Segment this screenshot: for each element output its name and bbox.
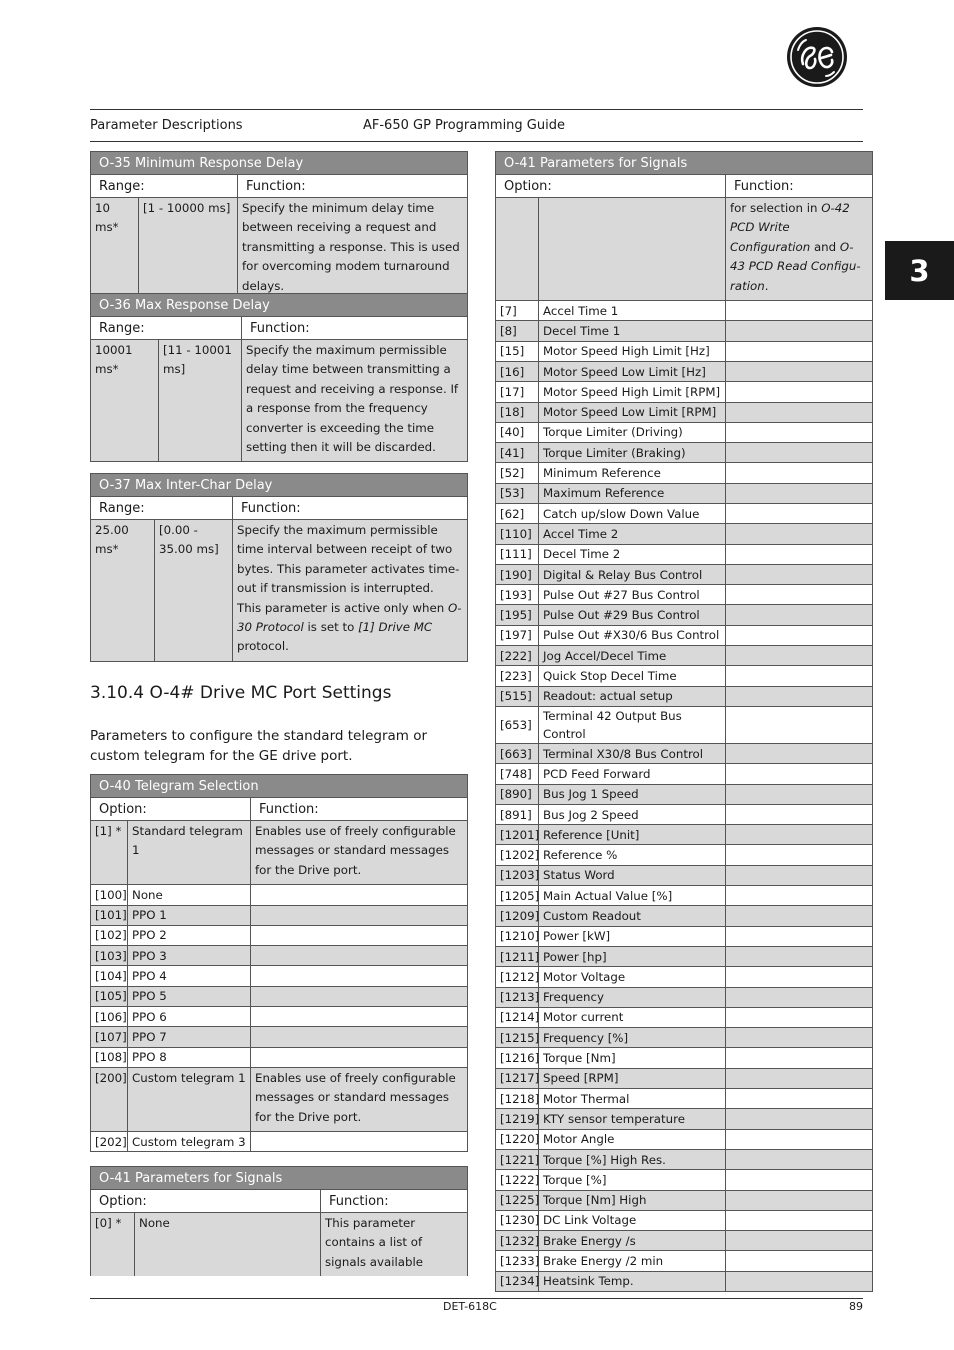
function-text xyxy=(726,1007,873,1027)
option-code: [1212] xyxy=(496,967,539,987)
function-label: Function: xyxy=(251,798,468,821)
function-text xyxy=(726,845,873,865)
table-row xyxy=(496,987,873,1007)
param-title: O-41 Parameters for Signals xyxy=(496,152,873,175)
option-code: [110] xyxy=(496,524,539,544)
option-code: [1201] xyxy=(496,825,539,845)
param-table-o36 xyxy=(90,293,468,462)
function-text xyxy=(726,706,873,743)
table-row xyxy=(496,402,873,422)
option-code: [653] xyxy=(496,706,539,743)
function-text xyxy=(251,986,468,1006)
function-text: Enables use of freely configurable messages or standard messages for the Drive port. xyxy=(251,821,468,885)
option-code: [222] xyxy=(496,646,539,666)
function-text xyxy=(726,402,873,422)
table-row xyxy=(91,905,468,925)
option-code: [1233] xyxy=(496,1251,539,1271)
table-row xyxy=(496,605,873,625)
function-text xyxy=(726,422,873,442)
function-text-continued: for selection in O-42 PCD Write Configuration and O-43 PCD Read Configu-ration. xyxy=(726,198,873,301)
table-row xyxy=(496,1089,873,1109)
function-text xyxy=(251,966,468,986)
option-name: Brake Energy /2 min xyxy=(539,1251,726,1271)
function-text xyxy=(726,804,873,824)
option-name: Torque [%] High Res. xyxy=(539,1149,726,1169)
function-text xyxy=(726,743,873,763)
table-row xyxy=(91,885,468,905)
table-row xyxy=(496,625,873,645)
option-code: [100] xyxy=(91,885,128,905)
function-text xyxy=(726,605,873,625)
table-row xyxy=(496,886,873,906)
table-row xyxy=(496,1190,873,1210)
function-text xyxy=(726,1109,873,1129)
table-row xyxy=(496,1048,873,1068)
function-text xyxy=(726,1271,873,1291)
option-code: [1232] xyxy=(496,1231,539,1251)
table-row xyxy=(496,784,873,804)
option-name: Pulse Out #27 Bus Control xyxy=(539,585,726,605)
range-label: Range: xyxy=(91,175,238,198)
option-name: Terminal X30/8 Bus Control xyxy=(539,743,726,763)
header-section-title: Parameter Descriptions xyxy=(90,118,243,133)
table-row xyxy=(496,865,873,885)
function-text xyxy=(251,925,468,945)
function-text xyxy=(726,1129,873,1149)
table-row xyxy=(496,564,873,584)
table-row xyxy=(496,706,873,743)
table-row xyxy=(496,321,873,341)
default-value: 10001 ms* xyxy=(91,340,159,462)
option-code: [1216] xyxy=(496,1048,539,1068)
function-text xyxy=(726,361,873,381)
function-text-2: This parameter is active only when O-30 Protocol is set to [1] Drive MC protocol. xyxy=(237,600,462,654)
table-row xyxy=(496,483,873,503)
option-code: [1211] xyxy=(496,946,539,966)
table-row xyxy=(496,926,873,946)
option-ref-drive-mc: [1] Drive MC xyxy=(358,620,433,635)
function-text xyxy=(726,865,873,885)
function-text xyxy=(251,885,468,905)
option-code: [107] xyxy=(91,1027,128,1047)
option-name: Motor Angle xyxy=(539,1129,726,1149)
table-row xyxy=(496,341,873,361)
option-name: Minimum Reference xyxy=(539,463,726,483)
table-row xyxy=(496,946,873,966)
table-row xyxy=(496,585,873,605)
param-title: O-40 Telegram Selection xyxy=(91,775,468,798)
function-label: Function: xyxy=(233,497,468,520)
function-text xyxy=(726,686,873,706)
section-intro: Parameters to configure the standard telegram or custom telegram for the GE drive port. xyxy=(90,728,428,764)
option-code: [62] xyxy=(496,504,539,524)
option-name: PPO 8 xyxy=(128,1047,251,1067)
function-text xyxy=(251,1027,468,1047)
option-name: Motor Voltage xyxy=(539,967,726,987)
option-name: Jog Accel/Decel Time xyxy=(539,646,726,666)
param-table-o41-start xyxy=(90,1166,468,1276)
function-text xyxy=(251,946,468,966)
function-text xyxy=(726,483,873,503)
option-code: [748] xyxy=(496,764,539,784)
option-code: [200] xyxy=(91,1067,128,1131)
option-name: PPO 1 xyxy=(128,905,251,925)
option-code: [104] xyxy=(91,966,128,986)
function-text-1: Specify the maximum permissible time interval between receipt of two bytes. This parameter activates time-out if transmission is interrupted. xyxy=(237,523,460,596)
table-row xyxy=(91,1132,468,1152)
option-name: Main Actual Value [%] xyxy=(539,886,726,906)
table-row xyxy=(496,1170,873,1190)
option-code: [102] xyxy=(91,925,128,945)
option-name: DC Link Voltage xyxy=(539,1210,726,1230)
function-text xyxy=(726,1170,873,1190)
function-text: Specify the maximum permissible delay time between transmitting a request and receiving a response. If a response from the frequency converter is exceeding the time setting then it will be discarded. xyxy=(242,340,468,462)
option-name: Brake Energy /s xyxy=(539,1231,726,1251)
table-row xyxy=(496,504,873,524)
function-label: Function: xyxy=(726,175,873,198)
option-code: [1218] xyxy=(496,1089,539,1109)
option-name: Digital & Relay Bus Control xyxy=(539,564,726,584)
option-code: [190] xyxy=(496,564,539,584)
option-code: [1202] xyxy=(496,845,539,865)
option-code: [15] xyxy=(496,341,539,361)
option-name: Quick Stop Decel Time xyxy=(539,666,726,686)
option-name: Reference [Unit] xyxy=(539,825,726,845)
option-code: [193] xyxy=(496,585,539,605)
option-name: Standard telegram 1 xyxy=(128,821,251,885)
function-text xyxy=(726,524,873,544)
chapter-tab[interactable]: 3 xyxy=(885,241,954,300)
option-code: [1217] xyxy=(496,1068,539,1088)
option-code: [108] xyxy=(91,1047,128,1067)
option-code: [52] xyxy=(496,463,539,483)
option-name: KTY sensor temperature xyxy=(539,1109,726,1129)
option-name: Terminal 42 Output Bus Control xyxy=(539,706,726,743)
function-label: Function: xyxy=(242,317,468,340)
option-code: [1213] xyxy=(496,987,539,1007)
function-text xyxy=(726,544,873,564)
option-code: [1] * xyxy=(91,821,128,885)
function-text xyxy=(726,1231,873,1251)
option-name: PPO 6 xyxy=(128,1007,251,1027)
table-row xyxy=(496,686,873,706)
function-text xyxy=(726,321,873,341)
option-code: [1209] xyxy=(496,906,539,926)
option-name: Power [hp] xyxy=(539,946,726,966)
footer-page-number: 89 xyxy=(849,1300,863,1313)
option-code: [1220] xyxy=(496,1129,539,1149)
function-text xyxy=(251,1047,468,1067)
option-name: Pulse Out #X30/6 Bus Control xyxy=(539,625,726,645)
option-label: Option: xyxy=(91,1190,321,1213)
option-code: [8] xyxy=(496,321,539,341)
option-name: Torque [Nm] High xyxy=(539,1190,726,1210)
function-text xyxy=(726,946,873,966)
param-ref-o30: O-30 Protocol xyxy=(237,600,462,635)
range-label: Range: xyxy=(91,497,233,520)
option-code: [1230] xyxy=(496,1210,539,1230)
function-text xyxy=(251,1007,468,1027)
option-code: [223] xyxy=(496,666,539,686)
option-name: Catch up/slow Down Value xyxy=(539,504,726,524)
option-label: Option: xyxy=(91,798,251,821)
option-name: None xyxy=(135,1213,321,1277)
option-name: Bus Jog 1 Speed xyxy=(539,784,726,804)
function-text xyxy=(726,825,873,845)
function-text xyxy=(726,764,873,784)
option-name: Decel Time 2 xyxy=(539,544,726,564)
option-name: Maximum Reference xyxy=(539,483,726,503)
range-value: [11 - 10001 ms] xyxy=(159,340,242,462)
option-code: [891] xyxy=(496,804,539,824)
option-code: [195] xyxy=(496,605,539,625)
table-row xyxy=(496,967,873,987)
option-name: Motor Speed High Limit [RPM] xyxy=(539,382,726,402)
param-title: O-35 Minimum Response Delay xyxy=(91,152,468,175)
option-name: Motor Speed Low Limit [RPM] xyxy=(539,402,726,422)
option-code: [1205] xyxy=(496,886,539,906)
option-code: [1215] xyxy=(496,1028,539,1048)
table-row xyxy=(496,1149,873,1169)
option-code: [1210] xyxy=(496,926,539,946)
table-row xyxy=(496,301,873,321)
option-code: [1225] xyxy=(496,1190,539,1210)
table-row xyxy=(496,646,873,666)
option-name: Custom telegram 3 xyxy=(128,1132,251,1152)
option-name: PPO 2 xyxy=(128,925,251,945)
table-row xyxy=(496,1109,873,1129)
option-name: PCD Feed Forward xyxy=(539,764,726,784)
option-name: Frequency xyxy=(539,987,726,1007)
option-name: Bus Jog 2 Speed xyxy=(539,804,726,824)
option-name: None xyxy=(128,885,251,905)
option-name: Motor Speed High Limit [Hz] xyxy=(539,341,726,361)
function-text xyxy=(726,1149,873,1169)
param-ref-o42: O-42 PCD Write Configuration xyxy=(730,201,850,254)
table-row xyxy=(496,1231,873,1251)
ge-logo xyxy=(786,26,848,88)
option-code: [1214] xyxy=(496,1007,539,1027)
option-code: [1222] xyxy=(496,1170,539,1190)
option-name: PPO 3 xyxy=(128,946,251,966)
option-code: [1219] xyxy=(496,1109,539,1129)
option-code: [40] xyxy=(496,422,539,442)
table-row xyxy=(91,1027,468,1047)
range-value: [0.00 - 35.00 ms] xyxy=(155,520,233,662)
function-text xyxy=(726,585,873,605)
option-name: Accel Time 2 xyxy=(539,524,726,544)
option-name: Pulse Out #29 Bus Control xyxy=(539,605,726,625)
param-title: O-41 Parameters for Signals xyxy=(91,1167,468,1190)
param-ref-o43: O-43 PCD Read Configu-ration xyxy=(730,239,861,293)
function-text xyxy=(726,301,873,321)
option-name: Torque Limiter (Driving) xyxy=(539,422,726,442)
option-code: [197] xyxy=(496,625,539,645)
option-name: Torque [%] xyxy=(539,1170,726,1190)
function-text xyxy=(726,1089,873,1109)
table-row xyxy=(91,1067,468,1131)
option-code: [53] xyxy=(496,483,539,503)
option-name: Custom telegram 1 xyxy=(128,1067,251,1131)
table-row xyxy=(496,422,873,442)
option-name: Accel Time 1 xyxy=(539,301,726,321)
default-value: 25.00 ms* xyxy=(91,520,155,662)
option-code: [111] xyxy=(496,544,539,564)
function-text xyxy=(251,1132,468,1152)
option-name: Motor Thermal xyxy=(539,1089,726,1109)
function-text xyxy=(726,625,873,645)
header-guide-title: AF-650 GP Programming Guide xyxy=(363,118,565,133)
option-code: [890] xyxy=(496,784,539,804)
option-name: PPO 7 xyxy=(128,1027,251,1047)
function-text xyxy=(726,967,873,987)
default-value: 10 ms* xyxy=(91,198,139,301)
option-label: Option: xyxy=(496,175,726,198)
table-row xyxy=(496,1007,873,1027)
function-text xyxy=(726,564,873,584)
function-text xyxy=(726,341,873,361)
table-row xyxy=(91,925,468,945)
footer-rule xyxy=(90,1298,863,1299)
function-text xyxy=(726,1251,873,1271)
option-code: [0] * xyxy=(91,1213,135,1277)
param-table-o37 xyxy=(90,473,468,662)
table-row xyxy=(496,1210,873,1230)
function-text xyxy=(233,520,468,662)
function-text xyxy=(726,784,873,804)
table-row xyxy=(91,821,468,885)
option-code: [1203] xyxy=(496,865,539,885)
option-code: [106] xyxy=(91,1007,128,1027)
option-code: [105] xyxy=(91,986,128,1006)
param-title: O-37 Max Inter-Char Delay xyxy=(91,474,468,497)
footer-doc-id: DET-618C xyxy=(443,1300,497,1313)
function-text xyxy=(251,905,468,925)
option-code: [515] xyxy=(496,686,539,706)
param-title: O-36 Max Response Delay xyxy=(91,294,468,317)
table-row xyxy=(91,946,468,966)
option-code: [101] xyxy=(91,905,128,925)
function-text: Enables use of freely configurable messages or standard messages for the Drive port. xyxy=(251,1067,468,1131)
function-text: This parameter contains a list of signals available xyxy=(321,1213,468,1277)
table-row xyxy=(496,845,873,865)
option-name: Power [kW] xyxy=(539,926,726,946)
option-code: [16] xyxy=(496,361,539,381)
function-text: Specify the minimum delay time between receiving a request and transmitting a response. This is used for overcoming modem turnaround delays. xyxy=(238,198,468,301)
table-row xyxy=(496,1068,873,1088)
option-name: Reference % xyxy=(539,845,726,865)
table-row xyxy=(496,666,873,686)
section-heading: 3.10.4 O-4# Drive MC Port Settings xyxy=(90,683,392,703)
option-name: Motor current xyxy=(539,1007,726,1027)
option-name: Torque [Nm] xyxy=(539,1048,726,1068)
option-name: Speed [RPM] xyxy=(539,1068,726,1088)
option-code: [202] xyxy=(91,1132,128,1152)
table-row xyxy=(496,361,873,381)
function-text xyxy=(726,463,873,483)
function-text xyxy=(726,646,873,666)
table-row xyxy=(496,443,873,463)
range-value: [1 - 10000 ms] xyxy=(139,198,238,301)
table-row xyxy=(496,1271,873,1291)
option-code: [103] xyxy=(91,946,128,966)
option-name: Frequency [%] xyxy=(539,1028,726,1048)
header-rule-bottom xyxy=(90,141,863,142)
param-table-o35 xyxy=(90,151,468,301)
table-row xyxy=(496,1251,873,1271)
header-rule-top xyxy=(90,109,863,110)
function-text xyxy=(726,987,873,1007)
table-row xyxy=(496,825,873,845)
function-label: Function: xyxy=(238,175,468,198)
table-row xyxy=(91,966,468,986)
function-label: Function: xyxy=(321,1190,468,1213)
param-table-o41-continued xyxy=(495,151,873,1292)
option-code: [18] xyxy=(496,402,539,422)
table-row xyxy=(496,463,873,483)
function-text xyxy=(726,886,873,906)
table-row xyxy=(496,804,873,824)
range-label: Range: xyxy=(91,317,242,340)
option-name: Decel Time 1 xyxy=(539,321,726,341)
option-name: Readout: actual setup xyxy=(539,686,726,706)
option-name: PPO 5 xyxy=(128,986,251,1006)
table-row xyxy=(496,1129,873,1149)
table-row xyxy=(496,906,873,926)
function-text xyxy=(726,906,873,926)
table-row xyxy=(91,1007,468,1027)
option-name: Custom Readout xyxy=(539,906,726,926)
function-text xyxy=(726,1210,873,1230)
function-text xyxy=(726,443,873,463)
table-row xyxy=(91,1047,468,1067)
option-name: Motor Speed Low Limit [Hz] xyxy=(539,361,726,381)
function-text xyxy=(726,504,873,524)
option-name: Heatsink Temp. xyxy=(539,1271,726,1291)
option-name: Torque Limiter (Braking) xyxy=(539,443,726,463)
function-text xyxy=(726,1068,873,1088)
option-code: [663] xyxy=(496,743,539,763)
function-text xyxy=(726,926,873,946)
table-row xyxy=(496,743,873,763)
function-text xyxy=(726,382,873,402)
param-table-o40 xyxy=(90,774,468,1152)
option-code: [1221] xyxy=(496,1149,539,1169)
function-text xyxy=(726,1048,873,1068)
table-row xyxy=(496,1028,873,1048)
function-text xyxy=(726,1190,873,1210)
table-row xyxy=(496,524,873,544)
table-row xyxy=(496,544,873,564)
table-row xyxy=(496,764,873,784)
option-name: PPO 4 xyxy=(128,966,251,986)
option-code: [1234] xyxy=(496,1271,539,1291)
option-code: [41] xyxy=(496,443,539,463)
table-row xyxy=(91,986,468,1006)
function-text xyxy=(726,666,873,686)
option-code: [7] xyxy=(496,301,539,321)
table-row xyxy=(496,382,873,402)
option-code: [17] xyxy=(496,382,539,402)
option-name: Status Word xyxy=(539,865,726,885)
function-text xyxy=(726,1028,873,1048)
